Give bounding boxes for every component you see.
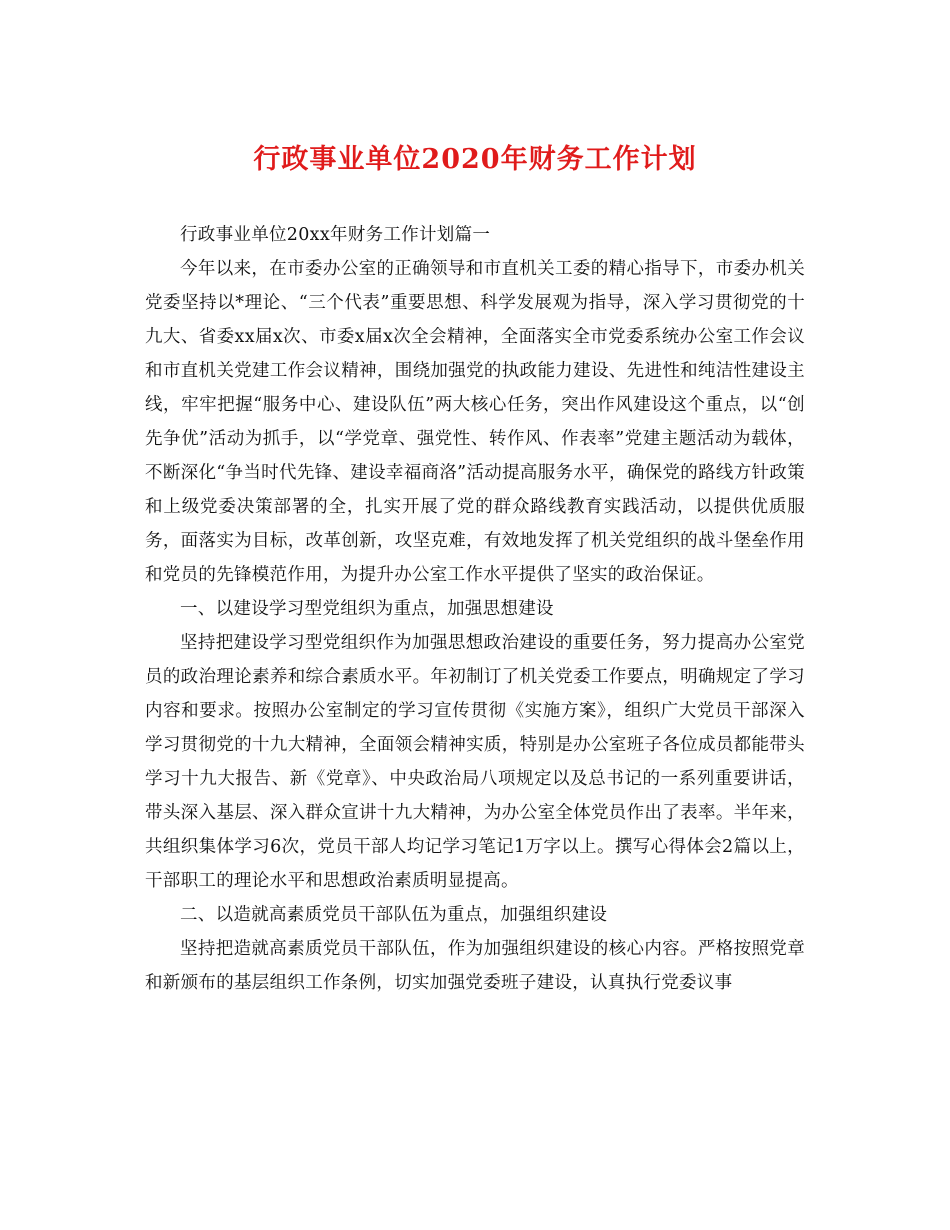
body-paragraph: 坚持把建设学习型党组织作为加强思想政治建设的重要任务，努力提高办公室党员的政治理论素养和综合素质水平。年初制订了机关党委工作要点，明确规定了学习内容和要求。按照办公室制定的学习宣传贯彻《实施方案》，组织广大党员干部深入学习贯彻党的十九大精神，全面领会精神实质，特别是办公室班子各位成员都能带头学习十九大报告、新《党章》、中央政治局八项规定以及总书记的一系列重要讲话，带头深入基层、深入群众宣讲十九大精神，为办公室全体党员作出了表率。半年来，共组织集体学习6次，党员干部人均记学习笔记1万字以上。撰写心得体会2篇以上，干部职工的理论水平和思想政治素质明显提高。 bbox=[145, 633, 805, 891]
section-heading: 一、以建设学习型党组织为重点，加强思想建设 bbox=[180, 599, 554, 619]
body-paragraph: 坚持把造就高素质党员干部队伍，作为加强组织建设的核心内容。严格按照党章和新颁布的基层组织工作条例，切实加强党委班子建设，认真执行党委议事 bbox=[145, 939, 805, 993]
subtitle-paragraph: 行政事业单位20xx年财务工作计划篇一 bbox=[180, 225, 491, 245]
document-title: 行政事业单位2020年财务工作计划 bbox=[253, 144, 697, 175]
section-heading: 二、以造就高素质党员干部队伍为重点，加强组织建设 bbox=[180, 905, 608, 925]
document-body bbox=[145, 218, 805, 1000]
body-paragraph: 今年以来，在市委办公室的正确领导和市直机关工委的精心指导下，市委办机关党委坚持以*理论、“三个代表”重要思想、科学发展观为指导，深入学习贯彻党的十九大、省委xx届x次、市委x届x次全会精神，全面落实全市党委系统办公室工作会议和市直机关党建工作会议精神，围绕加强党的执政能力建设、先进性和纯洁性建设主线，牢牢把握“服务中心、建设队伍”两大核心任务，突出作风建设这个重点，以“创先争优”活动为抓手，以“学党章、强党性、转作风、作表率”党建主题活动为载体，不断深化“争当时代先锋、建设幸福商洛”活动提高服务水平，确保党的路线方针政策和上级党委决策部署的全，扎实开展了党的群众路线教育实践活动，以提供优质服务，面落实为目标，改革创新，攻坚克难，有效地发挥了机关党组织的战斗堡垒作用和党员的先锋模范作用，为提升办公室工作水平提供了坚实的政治保证。 bbox=[145, 259, 805, 585]
